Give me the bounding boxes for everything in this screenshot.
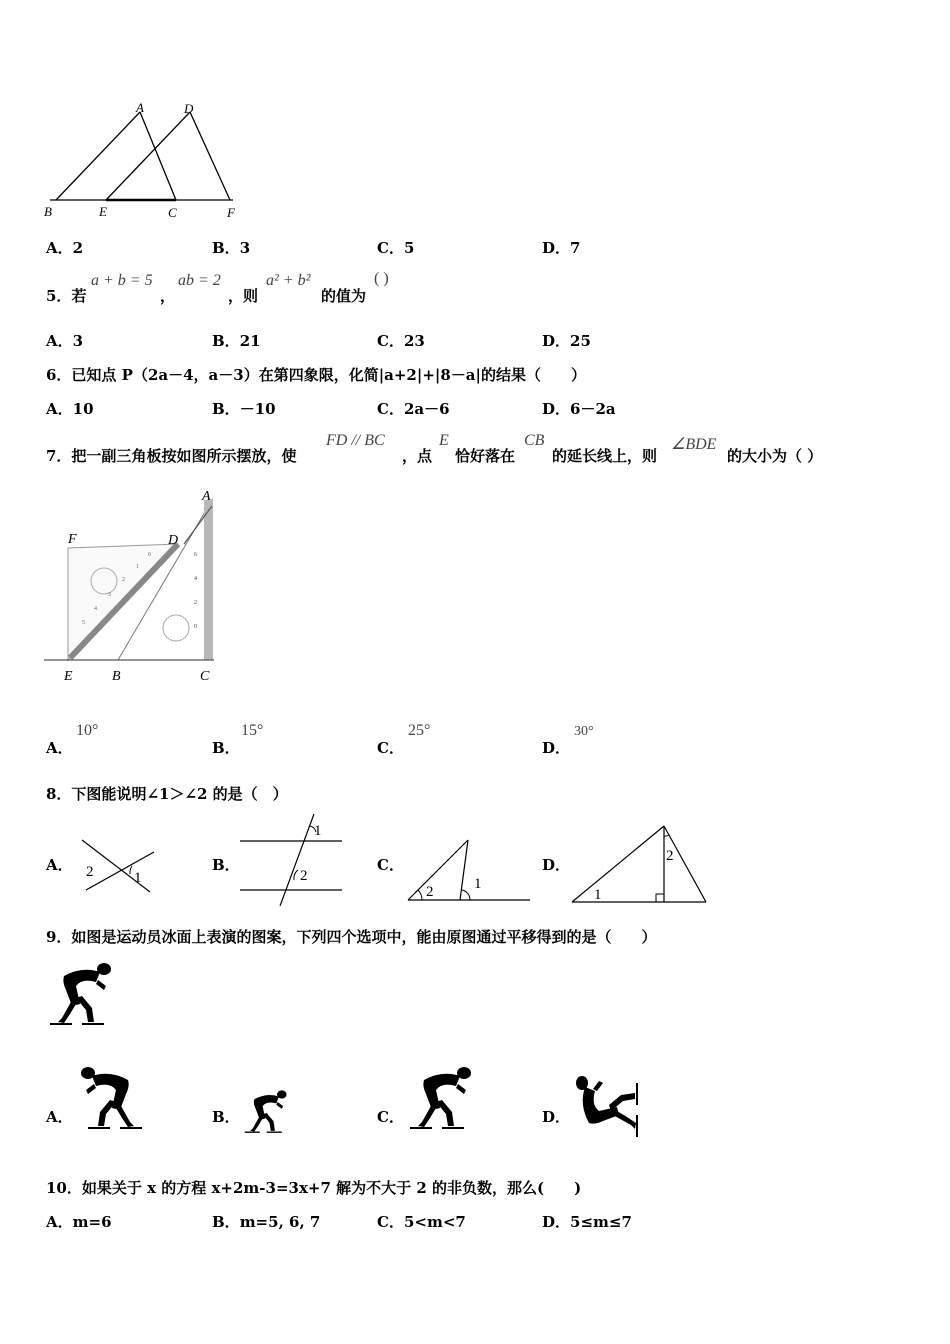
option-value: 3 [239, 239, 251, 257]
option-label: D． [542, 1108, 571, 1126]
q7-option-a[interactable] [46, 737, 73, 758]
q6-option-a[interactable] [46, 398, 94, 419]
q8-figure-b [238, 812, 344, 906]
q4-label-D: D [184, 101, 194, 116]
option-label: C． [377, 1108, 404, 1126]
q8-option-c[interactable] [377, 854, 404, 875]
q10-option-d[interactable] [542, 1211, 632, 1232]
q9-option-a[interactable] [46, 1106, 73, 1127]
q10-option-c[interactable] [377, 1211, 466, 1232]
svg-text:4: 4 [94, 606, 97, 612]
q4-label-E: E [99, 204, 107, 219]
q6-option-d[interactable] [542, 398, 616, 419]
option-label: C． [377, 239, 404, 257]
q5-paren: ( ) [374, 270, 389, 287]
option-value: 5≤m≤7 [570, 1213, 632, 1231]
q7-expr-angle: ∠BDE [671, 436, 717, 453]
q5-option-c[interactable] [377, 330, 425, 351]
q8-d-angle-1: 1 [594, 887, 602, 903]
q7-label-E: E [64, 669, 73, 684]
svg-text:5: 5 [82, 620, 85, 626]
svg-text:0: 0 [148, 552, 151, 558]
option-label: B． [212, 1213, 240, 1231]
q7-option-c[interactable] [377, 737, 404, 758]
q7-set-squares-figure [44, 486, 224, 686]
option-label: C． [377, 1213, 404, 1231]
option-value: 25 [570, 332, 591, 350]
svg-text:1: 1 [136, 564, 139, 570]
q4-option-a[interactable] [46, 237, 83, 258]
q7-option-c-value: 25° [408, 722, 431, 739]
q4-option-d[interactable] [542, 237, 580, 258]
q8-a-angle-1: 1 [134, 870, 142, 886]
option-label: A． [46, 239, 73, 257]
q8-question-text: 8．下图能说明∠1＞∠2 的是（ ） [46, 785, 288, 803]
q9-option-d[interactable] [542, 1106, 570, 1127]
q6-question-text: 6．已知点 P（2a－4，a－3）在第四象限，化简|a+2|+|8－a|的结果（ ） [46, 366, 586, 384]
q8-c-angle-2: 2 [426, 884, 434, 900]
q7-expr-line: CB [524, 432, 545, 449]
q8-option-b[interactable] [212, 854, 240, 875]
option-label: A． [46, 739, 73, 757]
q4-option-b[interactable] [212, 237, 250, 258]
option-label: A． [46, 1108, 73, 1126]
q10-option-a[interactable] [46, 1211, 112, 1232]
q10-option-b[interactable] [212, 1211, 320, 1232]
svg-text:2: 2 [194, 600, 197, 606]
q4-label-F: F [227, 205, 235, 220]
q8-c-angle-1: 1 [474, 876, 482, 892]
q7-option-d-value: 30° [574, 724, 594, 739]
q5-expr-squares: a² + b² [266, 272, 311, 289]
q5-expr-sum: a + b = 5 [91, 272, 153, 289]
option-label: C． [377, 856, 404, 874]
q6-option-c[interactable] [377, 398, 450, 419]
q7-expr-parallel: FD // BC [326, 432, 385, 449]
q4-option-c[interactable] [377, 237, 414, 258]
option-value: m=5, 6, 7 [239, 1213, 321, 1231]
q5-tail: 的值为 [321, 287, 367, 305]
q6-option-b[interactable] [212, 398, 276, 419]
q8-a-angle-2: 2 [86, 864, 94, 880]
option-value: 23 [403, 332, 425, 350]
option-value: 6－2a [570, 400, 616, 418]
q7-text-part1: 7．把一副三角板按如图所示摆放，使 [46, 447, 297, 465]
option-label: B． [212, 1108, 240, 1126]
q8-figure-d [570, 822, 710, 904]
option-label: A． [46, 1213, 73, 1231]
option-value: 5 [403, 239, 415, 257]
q9-question-text: 9．如图是运动员冰面上表演的图案，下列四个选项中，能由原图通过平移得到的是（ ） [46, 928, 657, 946]
option-label: D． [542, 1213, 571, 1231]
option-label: B． [212, 239, 240, 257]
q9-skater-b [242, 1088, 290, 1138]
option-label: C． [377, 400, 404, 418]
q7-option-b-value: 15° [241, 722, 264, 739]
q5-sep: ， [160, 287, 176, 305]
option-value: 10 [72, 400, 94, 418]
q5-mid: ，则 [228, 287, 259, 305]
svg-text:6: 6 [194, 552, 197, 558]
q7-label-D: D [168, 533, 179, 548]
q7-text-part5: 的大小为（ ） [727, 447, 823, 465]
q9-option-c[interactable] [377, 1106, 404, 1127]
svg-text:2: 2 [122, 577, 125, 583]
option-label: B． [212, 856, 240, 874]
q5-option-a[interactable] [46, 330, 83, 351]
option-value: 2a－6 [403, 400, 450, 418]
option-label: D． [542, 400, 571, 418]
q7-option-b[interactable] [212, 737, 240, 758]
q7-label-F: F [68, 532, 77, 547]
option-label: D． [542, 239, 571, 257]
q9-skater-c [406, 1064, 476, 1136]
q8-figure-c [404, 834, 534, 904]
q9-option-b[interactable] [212, 1106, 240, 1127]
option-label: A． [46, 856, 73, 874]
q7-label-A: A [202, 489, 211, 504]
option-value: 2 [72, 239, 84, 257]
option-label: B． [212, 332, 240, 350]
q4-label-C: C [168, 205, 177, 220]
q8-option-d[interactable] [542, 854, 570, 875]
option-value: m=6 [72, 1213, 112, 1231]
q9-skater-a [76, 1064, 146, 1136]
q8-b-angle-2: 2 [300, 868, 308, 884]
option-label: D． [542, 332, 571, 350]
option-value: －10 [239, 400, 276, 418]
option-label: D． [542, 856, 571, 874]
q4-label-A: A [136, 100, 144, 115]
q4-triangles-figure [38, 96, 248, 226]
option-value: 21 [239, 332, 261, 350]
q8-figure-a [78, 830, 158, 900]
svg-text:4: 4 [194, 576, 197, 582]
q5-number-lead: 5．若 [46, 287, 87, 305]
option-label: A． [46, 332, 73, 350]
q8-d-angle-2: 2 [666, 848, 674, 864]
option-label: D． [542, 739, 571, 757]
q7-option-d[interactable] [542, 737, 570, 758]
q7-expr-point: E [439, 432, 449, 449]
option-label: A． [46, 400, 73, 418]
q7-text-part4: 的延长线上，则 [552, 447, 658, 465]
option-value: 3 [72, 332, 84, 350]
svg-text:0: 0 [194, 624, 197, 630]
q4-label-B: B [44, 204, 52, 219]
q8-option-a[interactable] [46, 854, 73, 875]
option-label: C． [377, 739, 404, 757]
q5-option-b[interactable] [212, 330, 261, 351]
option-label: B． [212, 400, 240, 418]
q5-option-d[interactable] [542, 330, 591, 351]
q9-skater-d [574, 1070, 644, 1142]
svg-text:3: 3 [108, 592, 111, 598]
q7-text-part3: 恰好落在 [455, 447, 516, 465]
q7-label-C: C [200, 669, 210, 684]
q10-question-text: 10．如果关于 x 的方程 x+2m-3=3x+7 解为不大于 2 的非负数，那么( ) [46, 1179, 582, 1197]
q7-text-part2: ，点 [402, 447, 433, 465]
q5-expr-product: ab = 2 [178, 272, 221, 289]
option-label: C． [377, 332, 404, 350]
option-label: B． [212, 739, 240, 757]
q7-option-a-value: 10° [76, 722, 99, 739]
option-value: 7 [570, 239, 581, 257]
q9-original-skater-figure [46, 960, 116, 1032]
q7-label-B: B [112, 669, 121, 684]
option-value: 5<m<7 [403, 1213, 466, 1231]
q8-b-angle-1: 1 [314, 823, 322, 839]
